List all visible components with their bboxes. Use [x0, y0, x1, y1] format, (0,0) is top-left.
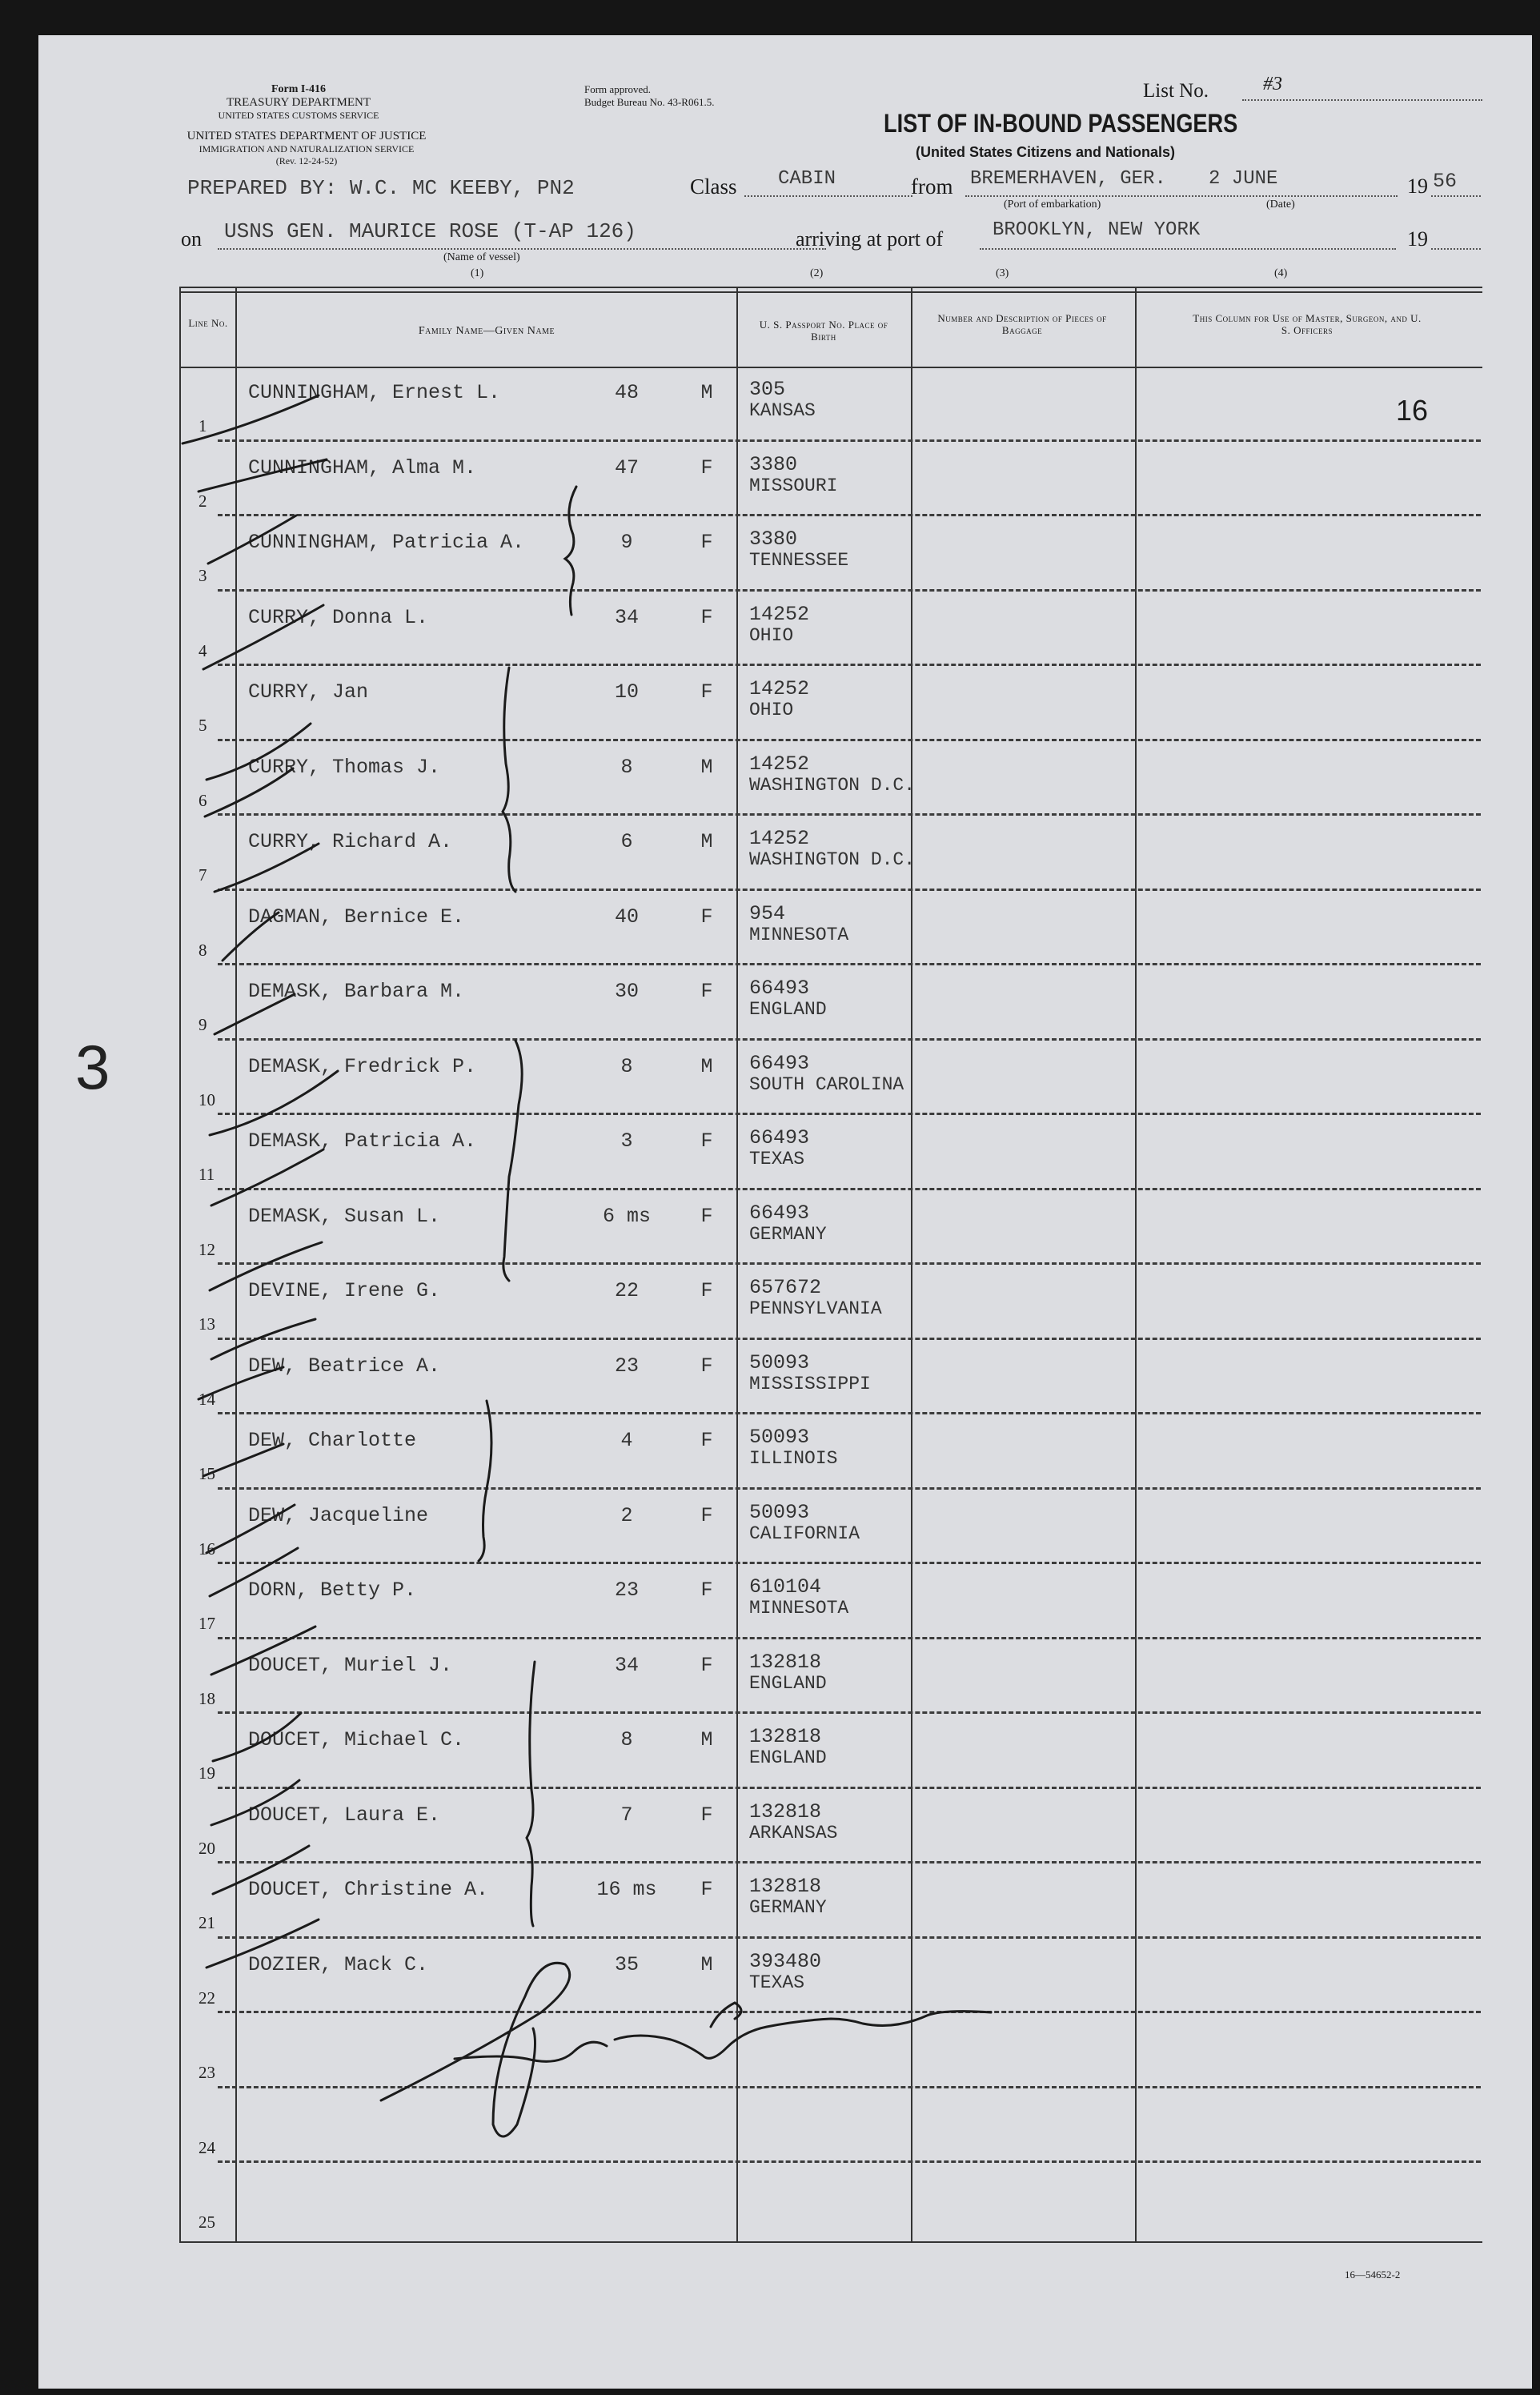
- page-title: LIST OF IN-BOUND PASSENGERS: [884, 109, 1238, 138]
- place-of-birth: CALIFORNIA: [749, 1522, 860, 1544]
- passenger-age: 47: [614, 455, 639, 479]
- passport-number: 393480: [749, 1949, 822, 1973]
- line-number: 8: [199, 940, 207, 960]
- passenger-age: 48: [614, 381, 639, 404]
- passenger-age: 6 ms: [602, 1204, 651, 1228]
- place-of-birth: OHIO: [749, 624, 794, 646]
- passenger-name: DEMASK, Patricia A.: [248, 1129, 477, 1153]
- arriving-label: arriving at port of: [796, 227, 944, 251]
- place-of-birth: GERMANY: [749, 1223, 827, 1245]
- line-number: 4: [199, 640, 207, 660]
- passenger-name: CURRY, Thomas J.: [248, 755, 441, 779]
- passport-number: 3380: [749, 528, 798, 551]
- line-number: 11: [199, 1165, 215, 1184]
- passenger-name: DAGMAN, Bernice E.: [248, 905, 465, 929]
- passenger-age: 6: [620, 830, 633, 853]
- passenger-name: DOUCET, Michael C.: [248, 1728, 465, 1751]
- passport-number: 66493: [749, 1051, 810, 1075]
- passenger-sex: F: [700, 1429, 713, 1452]
- passenger-age: 8: [620, 1054, 633, 1078]
- place-of-birth: WASHINGTON D.C.: [749, 849, 916, 870]
- place-of-birth: TENNESSEE: [749, 550, 849, 571]
- passenger-age: 10: [614, 680, 639, 704]
- passenger-sex: M: [700, 830, 713, 853]
- passport-number: 132818: [749, 1875, 822, 1898]
- passenger-sex: F: [700, 905, 713, 929]
- date-caption: (Date): [1266, 199, 1295, 211]
- line-number: 20: [199, 1838, 215, 1858]
- passenger-sex: M: [700, 1952, 713, 1976]
- passenger-age: 8: [620, 1728, 633, 1751]
- place-of-birth: MINNESOTA: [749, 1598, 849, 1619]
- treasury-dept: TREASURY DEPARTMENT: [226, 96, 371, 109]
- passenger-age: 4: [620, 1429, 633, 1452]
- passenger-sex: F: [700, 1803, 713, 1827]
- passenger-sex: F: [700, 605, 713, 629]
- place-of-birth: TEXAS: [749, 1972, 805, 1993]
- passport-number: 610104: [749, 1575, 822, 1599]
- line-number: 2: [199, 491, 207, 511]
- place-of-birth: PENNSYLVANIA: [749, 1298, 882, 1319]
- line-number: 10: [199, 1089, 215, 1109]
- passenger-age: 16 ms: [596, 1878, 657, 1901]
- date-value: 2 JUNE: [1209, 168, 1278, 190]
- passport-number: 50093: [749, 1350, 810, 1374]
- line-number: 9: [199, 1015, 207, 1034]
- passenger-age: 9: [620, 531, 633, 554]
- passport-number: 66493: [749, 977, 810, 1000]
- passenger-age: 22: [614, 1279, 639, 1302]
- passport-number: 132818: [749, 1650, 822, 1674]
- line-number: 18: [199, 1688, 215, 1708]
- passenger-name: DEVINE, Irene G.: [248, 1279, 441, 1302]
- passport-number: 3380: [749, 452, 798, 476]
- passenger-sex: F: [700, 531, 713, 554]
- passenger-age: 3: [620, 1129, 633, 1153]
- officer-note: 16: [1396, 394, 1429, 427]
- passenger-name: CURRY, Richard A.: [248, 830, 453, 853]
- passenger-age: 2: [620, 1503, 633, 1527]
- passport-number: 66493: [749, 1201, 810, 1225]
- passenger-name: DOUCET, Laura E.: [248, 1803, 441, 1827]
- line-number: 14: [199, 1389, 215, 1409]
- passenger-name: DEW, Beatrice A.: [248, 1354, 441, 1378]
- place-of-birth: GERMANY: [749, 1897, 827, 1918]
- passenger-name: CUNNINGHAM, Ernest L.: [248, 381, 501, 404]
- prepared-by: PREPARED BY: W.C. MC KEEBY, PN2: [187, 176, 575, 200]
- line-number: 12: [199, 1239, 215, 1259]
- passport-number: 132818: [749, 1725, 822, 1748]
- passenger-name: DEMASK, Fredrick P.: [248, 1054, 477, 1078]
- place-of-birth: MISSISSIPPI: [749, 1373, 871, 1394]
- passenger-age: 23: [614, 1579, 639, 1602]
- passenger-sex: F: [700, 980, 713, 1003]
- passenger-age: 23: [614, 1354, 639, 1378]
- line-number: 5: [199, 716, 207, 735]
- year2-prefix: 19: [1407, 227, 1428, 251]
- place-of-birth: ENGLAND: [749, 1672, 827, 1694]
- line-number: 24: [199, 2137, 215, 2157]
- passenger-age: 34: [614, 1653, 639, 1677]
- passenger-age: 34: [614, 605, 639, 629]
- form-approved: Form approved. Budget Bureau No. 43-R061.5.: [584, 83, 715, 108]
- passport-number: 50093: [749, 1426, 810, 1449]
- passenger-age: 7: [620, 1803, 633, 1827]
- passenger-age: 30: [614, 980, 639, 1003]
- margin-mark: 3: [75, 1032, 110, 1102]
- passport-number: 954: [749, 901, 786, 925]
- list-no-label: List No.: [1143, 80, 1209, 102]
- passenger-sex: F: [700, 1279, 713, 1302]
- line-number: 3: [199, 566, 207, 585]
- line-number: 7: [199, 865, 207, 885]
- ins-service: IMMIGRATION AND NATURALIZATION SERVICE: [199, 143, 415, 154]
- vessel-value: USNS GEN. MAURICE ROSE (T-AP 126): [224, 219, 636, 243]
- place-of-birth: SOUTH CAROLINA: [749, 1073, 904, 1095]
- passport-number: 14252: [749, 752, 810, 776]
- passport-number: 14252: [749, 677, 810, 700]
- passenger-sex: F: [700, 1129, 713, 1153]
- passenger-sex: M: [700, 381, 713, 404]
- col-num-1: (1): [471, 267, 484, 279]
- col-header-baggage: Number and Description of Pieces of Baggage: [937, 312, 1107, 336]
- place-of-birth: MINNESOTA: [749, 924, 849, 945]
- form-footer: 16—54652-2: [1345, 2269, 1401, 2281]
- vessel-caption: (Name of vessel): [443, 251, 520, 263]
- passenger-name: CUNNINGHAM, Patricia A.: [248, 531, 525, 554]
- port-embark-caption: (Port of embarkation): [1004, 199, 1101, 211]
- handwritten-annotations: [38, 35, 1532, 2389]
- line-number: 16: [199, 1538, 215, 1559]
- col-num-3: (3): [996, 267, 1009, 279]
- passport-number: 132818: [749, 1799, 822, 1823]
- passenger-name: DEMASK, Susan L.: [248, 1204, 441, 1228]
- col-header-passport: U. S. Passport No. Place of Birth: [759, 319, 888, 343]
- col-header-name: Family Name—Given Name: [418, 325, 555, 337]
- justice-dept: UNITED STATES DEPARTMENT OF JUSTICE: [186, 130, 427, 142]
- list-no-value: #3: [1263, 74, 1282, 94]
- passenger-sex: F: [700, 1653, 713, 1677]
- place-of-birth: MISSOURI: [749, 475, 838, 496]
- passenger-age: 8: [620, 755, 633, 779]
- passenger-name: CURRY, Jan: [248, 680, 369, 704]
- year-prefix: 19: [1407, 175, 1428, 198]
- line-number: 1: [199, 416, 207, 435]
- from-value: BREMERHAVEN, GER.: [970, 168, 1166, 190]
- line-number: 17: [199, 1614, 215, 1633]
- place-of-birth: TEXAS: [749, 1149, 805, 1169]
- passport-number: 14252: [749, 602, 810, 626]
- line-number: 6: [199, 790, 207, 810]
- on-label: on: [181, 227, 202, 251]
- revision-date: (Rev. 12-24-52): [275, 155, 338, 166]
- arrival-port-value: BROOKLYN, NEW YORK: [993, 219, 1201, 241]
- place-of-birth: OHIO: [749, 700, 794, 720]
- class-value: CABIN: [778, 168, 836, 190]
- passenger-name: CUNNINGHAM, Alma M.: [248, 455, 477, 479]
- place-of-birth: WASHINGTON D.C.: [749, 774, 916, 796]
- place-of-birth: ENGLAND: [749, 1747, 827, 1768]
- year-value: 56: [1433, 170, 1458, 193]
- line-number: 15: [199, 1464, 215, 1483]
- passenger-name: DORN, Betty P.: [248, 1579, 417, 1602]
- passenger-sex: F: [700, 1503, 713, 1527]
- line-number: 21: [199, 1913, 215, 1932]
- passenger-name: CURRY, Donna L.: [248, 605, 429, 629]
- passenger-sex: F: [700, 455, 713, 479]
- place-of-birth: ILLINOIS: [749, 1448, 838, 1469]
- passenger-sex: F: [700, 680, 713, 704]
- col-header-line-no: Line No.: [188, 317, 228, 329]
- place-of-birth: ARKANSAS: [749, 1822, 838, 1843]
- customs-service: UNITED STATES CUSTOMS SERVICE: [218, 110, 379, 121]
- passport-number: 305: [749, 378, 786, 401]
- passenger-name: DEW, Jacqueline: [248, 1503, 429, 1527]
- passenger-sex: F: [700, 1579, 713, 1602]
- passenger-name: DEW, Charlotte: [248, 1429, 417, 1452]
- from-label: from: [911, 175, 953, 199]
- passenger-name: DOUCET, Christine A.: [248, 1878, 489, 1901]
- passenger-name: DOZIER, Mack C.: [248, 1952, 429, 1976]
- page-subtitle: (United States Citizens and Nationals): [916, 144, 1176, 160]
- passenger-sex: F: [700, 1204, 713, 1228]
- line-number: 13: [199, 1314, 215, 1334]
- line-number: 25: [199, 2212, 215, 2232]
- place-of-birth: ENGLAND: [749, 999, 827, 1020]
- passenger-age: 35: [614, 1952, 639, 1976]
- passport-number: 657672: [749, 1276, 822, 1299]
- manifest-sheet: [38, 35, 1532, 2389]
- passenger-name: DOUCET, Muriel J.: [248, 1653, 453, 1677]
- form-number: Form I-416: [271, 83, 327, 95]
- col-num-4: (4): [1274, 267, 1288, 279]
- line-number: 23: [199, 2063, 215, 2082]
- passport-number: 14252: [749, 827, 810, 850]
- passenger-sex: M: [700, 755, 713, 779]
- col-header-officers: This Column for Use of Master, Surgeon, and U. S. Officers: [1193, 312, 1422, 336]
- line-number: 19: [199, 1763, 215, 1783]
- class-label: Class: [690, 175, 737, 199]
- passenger-sex: M: [700, 1728, 713, 1751]
- col-num-2: (2): [810, 267, 824, 279]
- line-number: 22: [199, 1988, 215, 2008]
- passenger-sex: F: [700, 1354, 713, 1378]
- place-of-birth: KANSAS: [749, 400, 816, 421]
- passenger-age: 40: [614, 905, 639, 929]
- passenger-name: DEMASK, Barbara M.: [248, 980, 465, 1003]
- passport-number: 66493: [749, 1126, 810, 1149]
- passport-number: 50093: [749, 1500, 810, 1524]
- passenger-sex: F: [700, 1878, 713, 1901]
- passenger-sex: M: [700, 1054, 713, 1078]
